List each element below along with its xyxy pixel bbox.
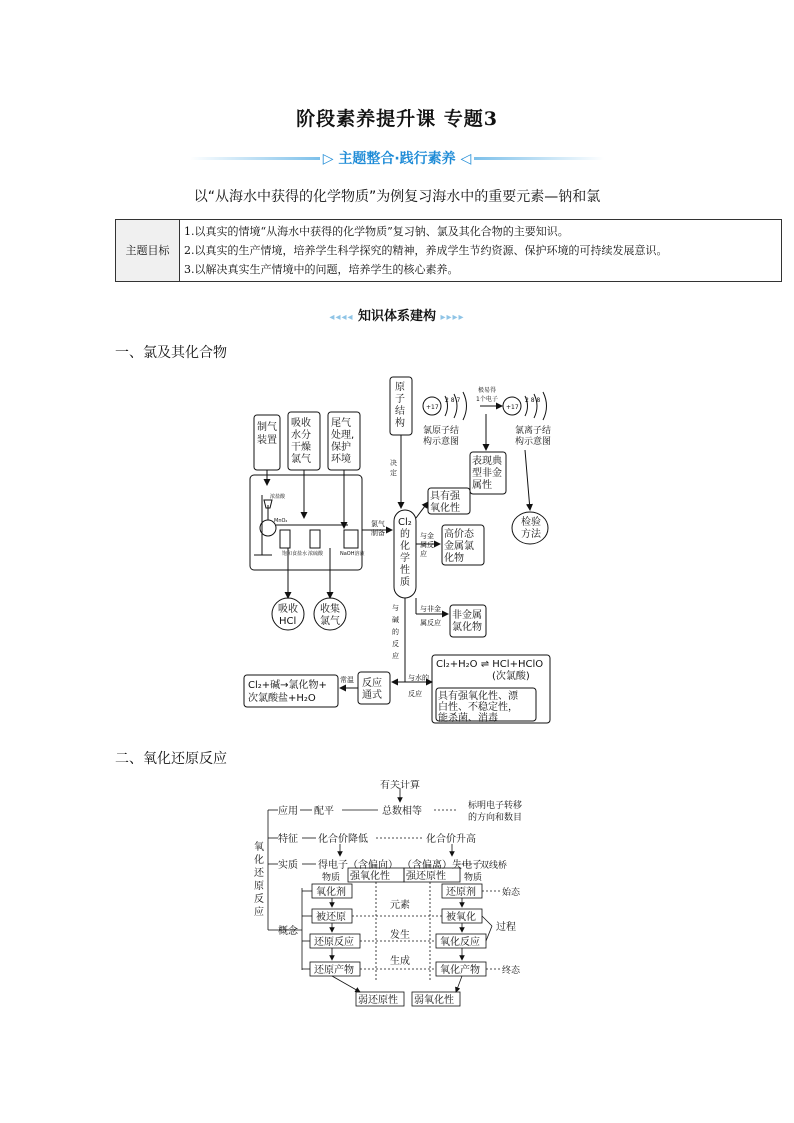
page-title: 阶段素养提升课 专题3 bbox=[296, 108, 498, 130]
red-product-label: 还原产物 bbox=[314, 965, 354, 976]
balance-label: 配平 bbox=[314, 806, 334, 817]
valence-up-label: 化合价升高 bbox=[426, 834, 476, 845]
root-label: 氧化还原反应 bbox=[254, 842, 264, 918]
prep-label: 制气装置 bbox=[257, 422, 277, 446]
conc-hcl-label: 浓盐酸 bbox=[270, 494, 286, 500]
ox-reaction-label: 氧化反应 bbox=[440, 937, 480, 948]
chlorine-diagram bbox=[240, 370, 560, 730]
mno2-label: MnO₂ bbox=[274, 518, 288, 524]
weak-ox-label: 弱氧化性 bbox=[414, 995, 454, 1006]
ox-product-label: 氧化产物 bbox=[440, 965, 480, 976]
with-base-label: 与碱的反应 bbox=[392, 604, 399, 660]
absorb-hcl-label: 吸收 HCl bbox=[278, 604, 298, 627]
knowledge-header: ◂◂◂◂ 知识体系建构 ▸▸▸▸ bbox=[329, 309, 465, 324]
form-label: 生成 bbox=[390, 956, 410, 967]
end-label: 终态 bbox=[502, 966, 521, 976]
weak-red-label: 弱还原性 bbox=[358, 995, 398, 1006]
goal-item: 2.以真实的生产情境，培养学生科学探究的精神，养成学生节约资源、保护环境的可持续发展意识。 bbox=[184, 244, 668, 257]
strong-ox-label2: 强氧化性 bbox=[350, 871, 390, 882]
reduced-label: 被还原 bbox=[316, 912, 346, 923]
hclo-props-label: 具有强氧化性、漂白性、不稳定性，能杀菌、消毒 bbox=[438, 691, 518, 724]
with-water-label: 与水的反应 bbox=[408, 674, 429, 698]
goals-content bbox=[180, 220, 782, 282]
cl-atom-diagram-label: 氯原子结构示意图 bbox=[423, 426, 460, 447]
reductant-label: 还原剂 bbox=[446, 887, 476, 898]
mark-e-label: 标明电子转移的方向和数目 bbox=[468, 801, 523, 823]
redox-diagram bbox=[250, 780, 550, 1010]
banner-text: ▷ 主题整合·践行素养 ◁ bbox=[322, 151, 472, 167]
absorb-dry-label: 吸收水分干燥氯气 bbox=[291, 418, 311, 465]
gain-e-label: 得电子（含偏向） bbox=[318, 860, 398, 871]
goal-item: 1.以真实的情境“从海水中获得的化学物质”复习钠、氯及其化合物的主要知识。 bbox=[184, 225, 569, 238]
oxidized-label: 被氧化 bbox=[446, 912, 476, 923]
concept-label: 概念 bbox=[278, 926, 298, 937]
reaction-type-label: 反应通式 bbox=[362, 678, 382, 701]
calc-label: 有关计算 bbox=[380, 780, 420, 791]
atom-shells-label: 2 8 7 bbox=[445, 397, 461, 404]
subtitle: 以“从海水中获得的化学物质”为例复习海水中的重要元素—钠和氯 bbox=[193, 189, 601, 205]
nonmetal-label: 表现典型非金属性 bbox=[472, 456, 502, 491]
naoh-label: NaOH溶液 bbox=[340, 551, 365, 557]
cl-nucleus-label: +17 bbox=[426, 404, 439, 411]
goals-table bbox=[115, 219, 782, 282]
section1-heading: 一、氯及其化合物 bbox=[115, 345, 227, 361]
cl-ion-nucleus-label: +17 bbox=[506, 404, 519, 411]
ion-shells-label: 2 8 8 bbox=[525, 397, 541, 404]
feature-label: 特征 bbox=[278, 834, 298, 845]
decide-label: 决定 bbox=[390, 459, 397, 477]
substance-right-label: 物质 bbox=[464, 873, 483, 883]
process-label: 过程 bbox=[496, 922, 516, 933]
red-reaction-label: 还原反应 bbox=[314, 937, 354, 948]
with-metal-label: 与金属反应 bbox=[420, 532, 434, 558]
total-equal-label: 总数相等 bbox=[382, 806, 422, 817]
goal-item: 3.以解决真实生产情境中的问题，培养学生的核心素养。 bbox=[184, 263, 459, 276]
atom-label: 原子结构 bbox=[395, 382, 405, 429]
base-eq-label: Cl₂+碱→氯化物+次氯酸盐+H₂O bbox=[248, 680, 327, 704]
valence-down-label: 化合价降低 bbox=[318, 834, 368, 845]
nonmetal-chloride-label: 非金属氯化物 bbox=[452, 610, 482, 633]
tail-label: 尾气处理,保护环境 bbox=[331, 418, 355, 465]
start-label: 始态 bbox=[502, 888, 521, 898]
gain-e-label: 极易得 1个电子 bbox=[476, 387, 498, 403]
strong-ox-label: 具有强氧化性 bbox=[430, 491, 460, 514]
conc-h2so4-label: 浓硫酸 bbox=[308, 551, 324, 557]
theme-banner bbox=[190, 148, 604, 168]
cl-prep-label: 氯气制备 bbox=[371, 520, 385, 537]
test-label: 检验方法 bbox=[521, 517, 541, 540]
occur-label: 发生 bbox=[390, 930, 410, 941]
double-bridge-label: 双线桥 bbox=[480, 861, 508, 871]
metal-chloride-label: 高价态金属氯化物 bbox=[444, 529, 474, 564]
oxidant-label: 氧化剂 bbox=[316, 887, 346, 898]
cl-ion-diagram-label: 氯离子结构示意图 bbox=[515, 426, 552, 447]
apply-label: 应用 bbox=[278, 806, 298, 817]
with-nonmetal-label: 与非金属反应 bbox=[420, 605, 441, 627]
lose-e-label: （含偏离）失电子 bbox=[402, 860, 482, 871]
cl2-label: Cl₂ 的化学性质 bbox=[398, 517, 412, 588]
normal-temp-label: 常温 bbox=[340, 676, 354, 684]
sat-salt-label: 饱和食盐水 bbox=[282, 551, 308, 557]
section2-heading: 二、氧化还原反应 bbox=[115, 751, 227, 767]
substance-left-label: 物质 bbox=[322, 873, 341, 883]
hypo-label: (次氯酸) bbox=[492, 671, 530, 682]
strong-red-label2: 强还原性 bbox=[406, 871, 446, 882]
goals-label: 主题目标 bbox=[116, 220, 180, 282]
element-label: 元素 bbox=[390, 900, 410, 911]
essence-label: 实质 bbox=[278, 860, 298, 871]
collect-label: 收集氯气 bbox=[320, 604, 340, 627]
water-eq-label: Cl₂+H₂O ⇌ HCl+HClO bbox=[436, 659, 544, 670]
